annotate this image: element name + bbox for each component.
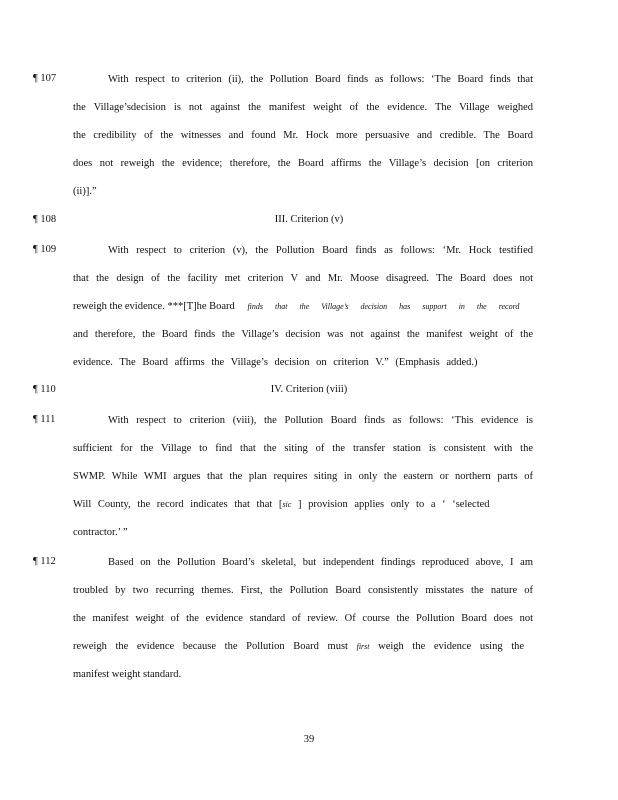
paragraph-number: ¶ 112: [33, 556, 56, 567]
emphasis-text: first: [356, 642, 370, 651]
paragraph-number: ¶ 110: [33, 384, 56, 395]
text-line: the Village’sdecision is not against the manifest weight of the evidence. The Village weighed: [73, 102, 533, 113]
text-line: evidence. The Board affirms the Village’s decision on criterion V.” (Emphasis added.): [73, 357, 478, 368]
text-line: [73, 498, 533, 512]
text-line: (ii)].”: [73, 186, 97, 197]
text-line: troubled by two recurring themes. First, the Pollution Board consistently misstates the nature of: [73, 585, 533, 596]
paragraph-number: ¶ 111: [33, 414, 56, 425]
page-number: 39: [303, 734, 315, 745]
text-line: sufficient for the Village to find that the siting of the transfer station is consistent with the: [73, 443, 533, 454]
text-line: With respect to criterion (viii), the Pollution Board finds as follows: ‘This evidence is: [108, 415, 533, 426]
text-line: the credibility of the witnesses and found Mr. Hock more persuasive and credible. The Board: [73, 130, 533, 141]
paragraph-number: ¶ 107: [33, 73, 57, 84]
text-span: reweigh the evidence. ***[T]he Board: [73, 301, 235, 312]
section-heading: IV. Criterion (viii): [270, 384, 348, 395]
text-span: weigh the evidence using the: [369, 641, 525, 652]
text-line: does not reweigh the evidence; therefore, the Board affirms the Village’s decision [on criterion: [73, 158, 533, 169]
text-line: manifest weight standard.: [73, 669, 182, 680]
text-span: reweigh the evidence because the Pollution Board must: [73, 641, 357, 652]
paragraph-number: ¶ 108: [33, 214, 57, 225]
text-line: With respect to criterion (ii), the Pollution Board finds as follows: ‘The Board finds that: [108, 74, 533, 85]
sic-text: sic: [282, 500, 292, 509]
text-line: Based on the Pollution Board’s skeletal, but independent findings reproduced above, I am: [108, 557, 533, 568]
text-line: contractor.’ ”: [73, 527, 128, 538]
text-line: SWMP. While WMI argues that the plan requires siting in only the eastern or northern parts of: [73, 471, 533, 482]
text-span: Will County, the record indicates that that [: [73, 499, 283, 510]
section-heading: III. Criterion (v): [274, 214, 344, 225]
text-line: and therefore, the Board finds the Village’s decision was not against the manifest weight of the: [73, 329, 533, 340]
text-line: [73, 300, 533, 314]
paragraph-number: ¶ 109: [33, 244, 57, 255]
text-line: With respect to criterion (v), the Pollution Board finds as follows: ‘Mr. Hock testified: [108, 245, 533, 256]
emphasis-text: finds that the Village’s decision has support in the record: [247, 302, 520, 311]
text-line: [73, 640, 533, 654]
text-line: the manifest weight of the evidence standard of review. Of course the Pollution Board does not: [73, 613, 533, 624]
text-line: that the design of the facility met criterion V and Mr. Moose disagreed. The Board does not: [73, 273, 533, 284]
text-span: ] provision applies only to a ‘ ‘selected: [291, 499, 490, 510]
